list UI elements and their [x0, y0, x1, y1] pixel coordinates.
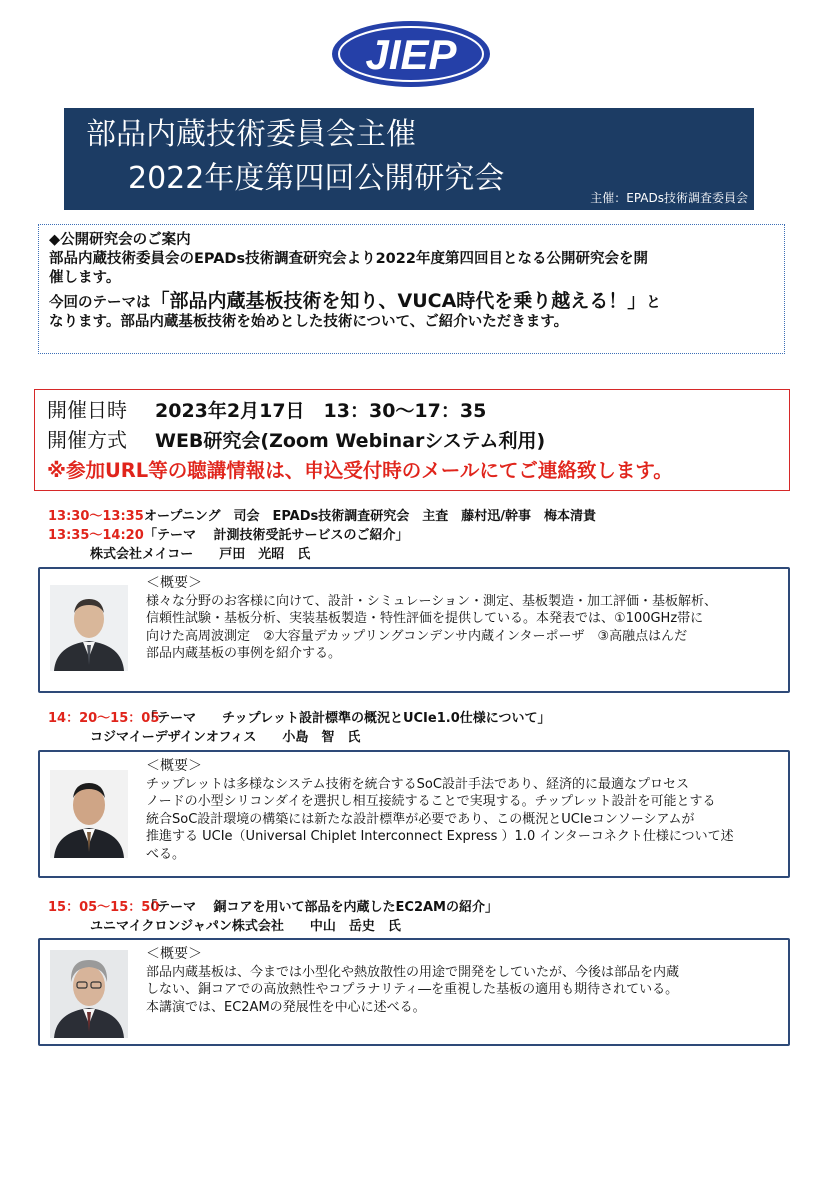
schedule-time: 13:30～13:35: [48, 509, 144, 524]
theme-prefix: 今回のテーマは: [49, 295, 151, 311]
date-value: 2023年2月17日 13：30～17：35: [155, 400, 487, 422]
schedule-item: [48, 508, 596, 526]
summary-heading: ＜概要＞: [146, 946, 202, 962]
speaker-portrait-icon: [50, 770, 128, 858]
schedule-time: 15：05～15：50: [48, 900, 160, 915]
svg-text:JIEP: JIEP: [365, 31, 457, 78]
method-row: [47, 426, 777, 456]
title-banner: [64, 108, 754, 210]
speaker-name: 株式会社メイコー 戸田 光昭 氏: [90, 547, 311, 562]
talk-summary-box: [38, 938, 790, 1046]
speaker-photo: [50, 950, 128, 1038]
method-label: 開催方式: [47, 428, 127, 452]
summary-line: ノードの小型シリコンダイを選択し相互接続することで実現する。チップレット設計を可能とする: [146, 794, 716, 809]
schedule-text: 「テーマ チップレット設計標準の概況とUCIe1.0仕様について」: [144, 711, 551, 726]
summary-line: 部品内蔵基板の事例を紹介する。: [146, 646, 342, 661]
summary-line: 部品内蔵基板は、今までは小型化や熱放散性の用途で開発をしていたが、今後は部品を内蔵: [146, 964, 680, 980]
title-line-2: 2022年度第四回公開研究会: [128, 161, 505, 196]
theme-title: 「部品内蔵基板技術を知り、VUCA時代を乗り越える！」: [150, 290, 647, 312]
date-label: 開催日時: [47, 398, 127, 422]
summary-heading: ＜概要＞: [146, 758, 202, 774]
schedule-text: 「テーマ 銅コアを用いて部品を内蔵したEC2AMの紹介」: [144, 900, 498, 915]
summary-line: 推進する UCIe（Universal Chiplet Interconnect Express ）1.0 インターコネクト仕様について述: [146, 829, 734, 844]
theme-suffix: と: [646, 295, 661, 311]
sponsor-label: 主催：EPADs技術調査委員会: [590, 191, 748, 205]
schedule-text: 「テーマ 計測技術受託サービスのご紹介」: [144, 528, 409, 543]
intro-line-2: 催します。: [49, 270, 121, 286]
intro-theme-line: [49, 292, 774, 313]
talk-summary: [146, 946, 782, 1016]
event-info-box: [34, 389, 790, 491]
talk-summary-box: [38, 567, 790, 693]
speaker-name: コジマイーデザインオフィス 小島 智 氏: [90, 730, 361, 745]
schedule-item: [48, 899, 498, 917]
talk-summary: [146, 575, 782, 663]
talk-summary: [146, 758, 782, 863]
intro-heading: ◆公開研究会のご案内: [49, 232, 191, 248]
jiep-logo-icon: [331, 20, 491, 88]
talk-summary-box: [38, 750, 790, 878]
summary-line: 向けた高周波測定 ②大容量デカップリングコンデンサ内蔵インターポーザ ③高融点はんだ: [146, 628, 688, 644]
summary-line: チップレットは多様なシステム技術を統合するSoC設計手法であり、経済的に最適なプロセス: [146, 776, 689, 792]
method-value: WEB研究会(Zoom Webinarシステム利用): [155, 430, 546, 452]
title-line-1: 部品内蔵技術委員会主催: [86, 117, 416, 152]
speaker-portrait-icon: [50, 950, 128, 1038]
date-row: [47, 396, 777, 426]
speaker-portrait-icon: [50, 585, 128, 671]
schedule-time: 13:35～14:20: [48, 528, 144, 543]
intro-line-4: なります。部品内蔵基板技術を始めとした技術について、ご紹介いただきます。: [49, 314, 569, 330]
schedule-time: 14：20～15：05: [48, 711, 160, 726]
schedule-text: オープニング 司会 EPADs技術調査研究会 主査 藤村迅/幹事 梅本清貴: [144, 509, 596, 524]
jiep-logo: [331, 20, 491, 88]
speaker-name: ユニマイクロンジャパン株式会社 中山 岳史 氏: [90, 919, 401, 934]
speaker-photo: [50, 770, 128, 858]
intro-line-1: 部品内蔵技術委員会のEPADs技術調査研究会より2022年度第四回目となる公開研究会を開: [49, 251, 648, 267]
intro-box: [38, 224, 785, 354]
schedule-item: [48, 710, 550, 728]
notice-text: ※参加URL等の聴講情報は、申込受付時のメールにてご連絡致します。: [47, 459, 673, 482]
summary-line: 信頼性試験・基板分析、実装基板製造・特性評価を提供している。本発表では、①100GHz帯に: [146, 611, 704, 626]
summary-line: 本講演では、EC2AMの発展性を中心に述べる。: [146, 999, 426, 1015]
schedule-item: [48, 527, 409, 545]
summary-line: しない、銅コアでの高放熱性やコプラナリティ―を重視した基板の適用も期待されている。: [146, 982, 679, 997]
summary-heading: ＜概要＞: [146, 575, 202, 591]
summary-line: 統合SoC設計環境の構築には新たな設計標準が必要であり、この概況とUCIeコンソーシアムが: [146, 811, 695, 827]
summary-line: べる。: [146, 846, 186, 862]
summary-line: 様々な分野のお客様に向けて、設計・シミュレーション・測定、基板製造・加工評価・基板解析、: [146, 593, 717, 609]
speaker-photo: [50, 585, 128, 671]
